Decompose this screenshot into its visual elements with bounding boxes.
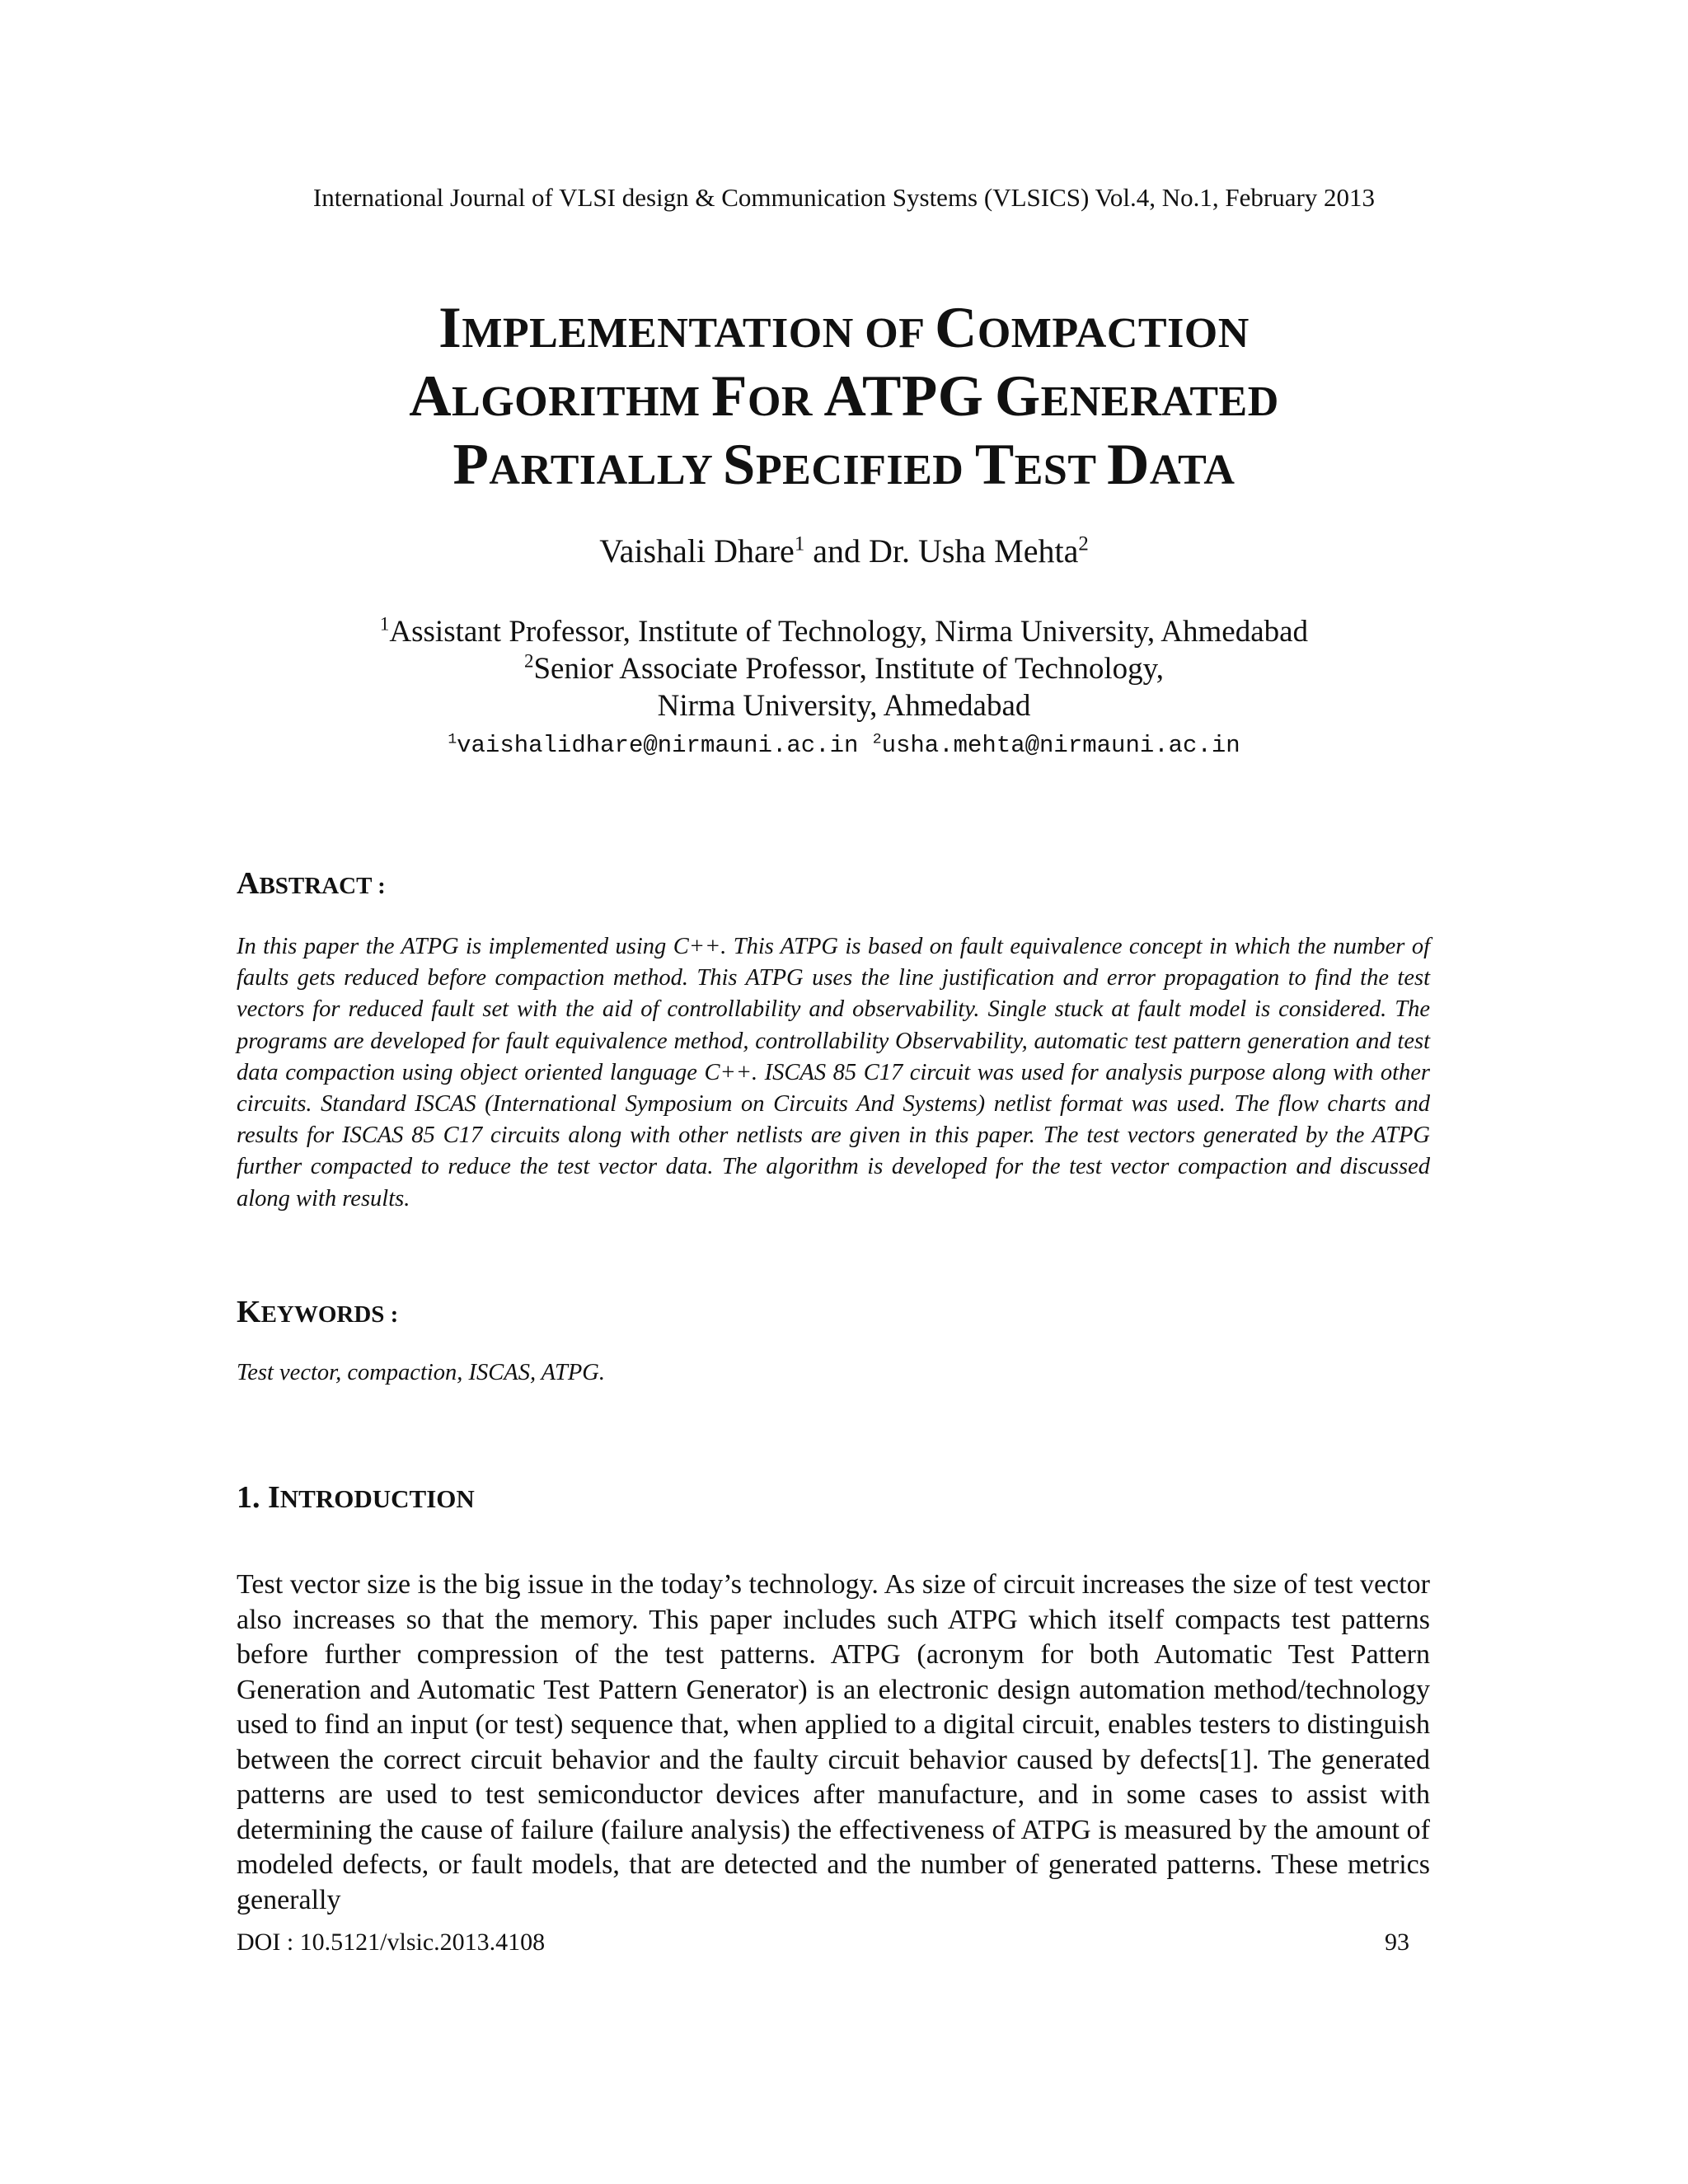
paper-title (0, 297, 1688, 502)
introduction-heading: 1. INTRODUCTION (237, 1480, 475, 1515)
abstract-heading: ABSTRACT : (237, 866, 386, 901)
footer-doi: DOI : 10.5121/vlsic.2013.4108 (237, 1929, 546, 1956)
author-1: Vaishali Dhare (599, 532, 795, 569)
author-1-sup: 1 (794, 532, 805, 555)
journal-header: International Journal of VLSI design & Communication Systems (VLSICS) Vol.4, No.1, February 2013 (312, 183, 1376, 212)
author-2-sup: 2 (1078, 532, 1089, 555)
affiliation-2 (0, 651, 1688, 687)
title-line-2: ALGORITHM FOR ATPG GENERATED (409, 364, 1279, 429)
email-1-sup: 1 (448, 731, 457, 748)
email-2-sup: 2 (872, 731, 882, 748)
affiliation-3: Nirma University, Ahmedabad (657, 689, 1031, 723)
affiliation-1-text: Assistant Professor, Institute of Technology, Nirma University, Ahmedabad (389, 615, 1309, 649)
affiliation-2-text: Senior Associate Professor, Institute of Technology, (533, 652, 1165, 686)
author-list (0, 532, 1688, 570)
keywords-heading: KEYWORDS : (237, 1295, 399, 1329)
affiliation-1-sup: 1 (379, 613, 390, 635)
author-2: and Dr. Usha Mehta (804, 532, 1079, 569)
abstract-text: In this paper the ATPG is implemented using C++. This ATPG is based on fault equivalence concept in which the number of faults gets reduced before compaction method. This ATPG uses the line justification and error propagation to find the test vectors for reduced fault set with the aid of controllability and observability. Single stuck at fault model is considered. The programs are developed for fault equivalence method, controllability Observability, automatic test pattern generation and test data compaction using object oriented language C++. ISCAS 85 C17 circuit was used for analysis purpose along with other circuits. Standard ISCAS (International Symposium on Circuits And Systems) netlist format was used. The flow charts and results for ISCAS 85 C17 circuits along with other netlists are given in this paper. The test vectors generated by the ATPG further compacted to reduce the test vector data. The algorithm is developed for the test vector compaction and discussed along with results. (237, 934, 1430, 1212)
keywords-text: Test vector, compaction, ISCAS, ATPG. (237, 1360, 605, 1385)
affiliation-2-sup: 2 (523, 650, 534, 672)
affiliation-1 (0, 614, 1688, 649)
author-emails (0, 732, 1688, 759)
page-number: 93 (1385, 1929, 1409, 1956)
introduction-text: Test vector size is the big issue in the today’s technology. As size of circuit increases the size of test vector also increases so that the memory. This paper includes such ATPG which itself compacts test patterns before further compression of the test patterns. ATPG (acronym for both Automatic Test Pattern Generation and Automatic Test Pattern Generator) is an electronic design automation method/technology used to find an input (or test) sequence that, when applied to a digital circuit, enables testers to distinguish between the correct circuit behavior and the faulty circuit behavior caused by defects[1]. The generated patterns are used to test semiconductor devices after manufacture, and in some cases to assist with determining the cause of failure (failure analysis) the effectiveness of ATPG is measured by the amount of modeled defects, or fault models, that are detected and the number of generated patterns. These metrics generally (237, 1569, 1430, 1915)
title-line-3: PARTIALLY SPECIFIED TEST DATA (452, 433, 1236, 497)
email-2[interactable]: usha.mehta@nirmauni.ac.in (881, 732, 1240, 759)
email-1[interactable]: vaishalidhare@nirmauni.ac.in (457, 732, 859, 759)
title-line-1: IMPLEMENTATION OF COMPACTION (438, 296, 1250, 360)
